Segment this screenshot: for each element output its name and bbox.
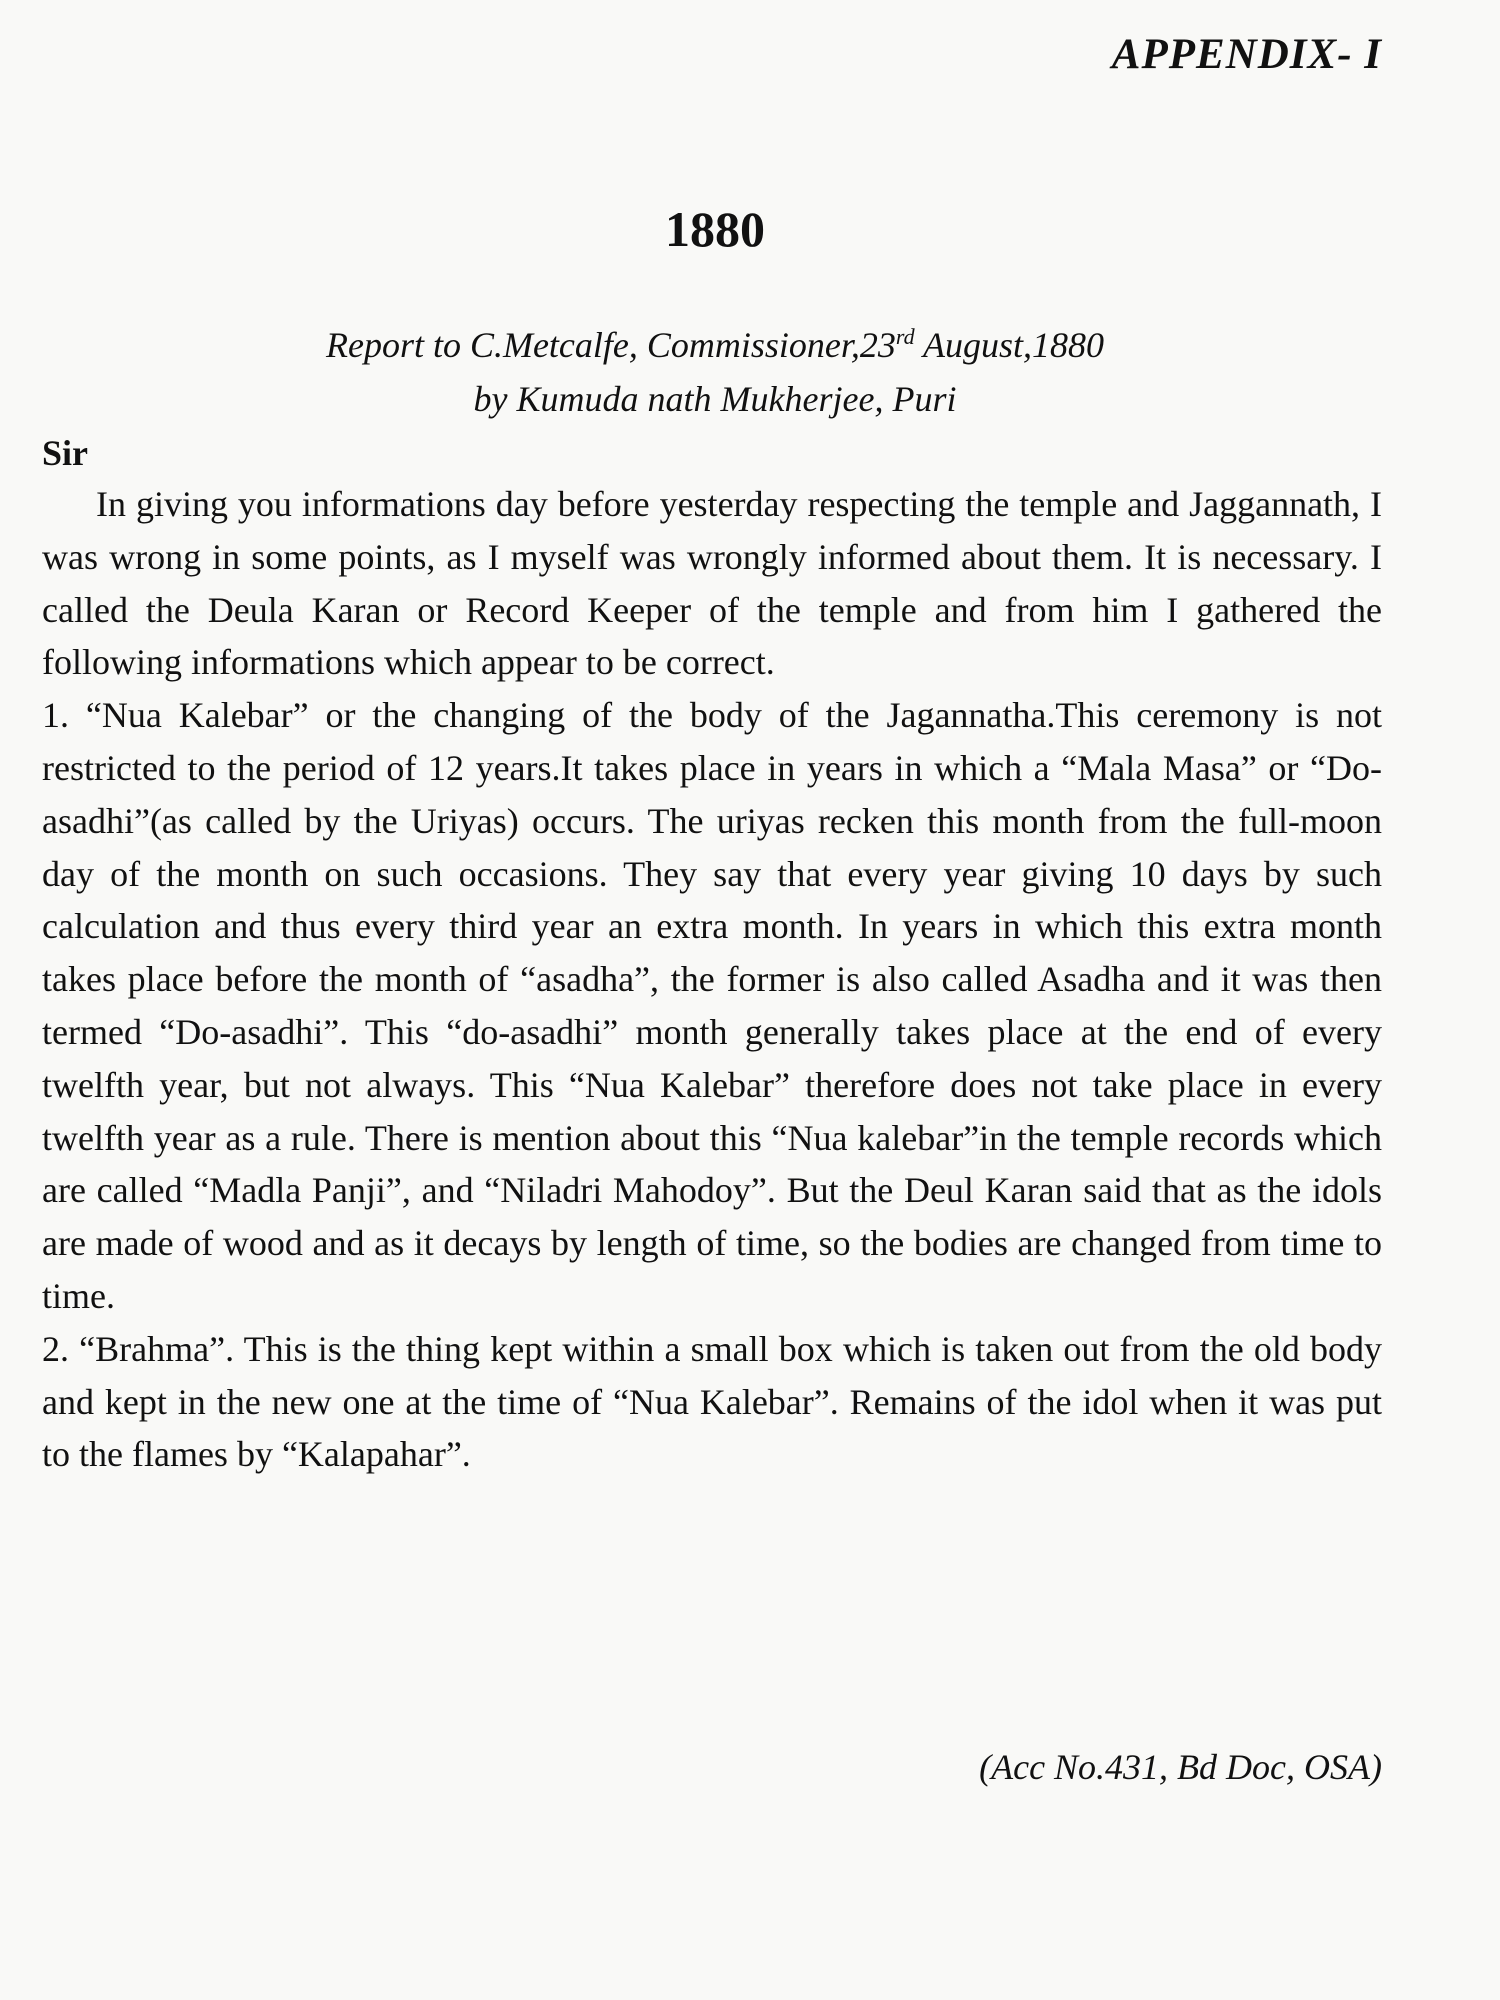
letter-body <box>42 478 1382 1481</box>
report-line-1-main: Report to C.Metcalfe, Commissioner,23 <box>325 325 896 365</box>
paragraph-brahma: 2. “Brahma”. This is the thing kept within a small box which is taken out from the old body and kept in the new one at the time of “Nua Kalebar”. Remains of the idol when it was put to the flames by “Kalapahar”. <box>42 1328 1382 1475</box>
salutation: Sir <box>42 433 89 473</box>
source-citation: (Acc No.431, Bd Doc, OSA) <box>979 1747 1382 1787</box>
report-date-suffix: rd <box>895 324 915 349</box>
report-line-1-date: August,1880 <box>914 325 1105 365</box>
paragraph-intro: In giving you informations day before yesterday respecting the temple and Jaggannath, I was wrong in some points, as I myself was wrongly informed about them. It is necessary. I called the Deula Karan or Record Keeper of the temple and from him I gathered the following informations which appear to be correct. <box>42 484 1382 683</box>
appendix-label: APPENDIX- I <box>1111 31 1382 78</box>
report-heading <box>0 318 1430 426</box>
report-line-2: by Kumuda nath Mukherjee, Puri <box>473 379 957 419</box>
report-line-1 <box>0 318 1430 372</box>
document-year-heading: 1880 <box>665 201 765 257</box>
paragraph-nua-kalebar: 1. “Nua Kalebar” or the changing of the body of the Jagannatha.This ceremony is not restricted to the period of 12 years.It takes place in years in which a “Mala Masa” or “Do-asadhi”(as called by the Uriyas) occurs. The uriyas recken this month from the full-moon day of the month on such occasions. They say that every year giving 10 days by such calculation and thus every third year an extra month. In years in which this extra month takes place before the month of “asadha”, the former is also called Asadha and it was then termed “Do-asadhi”. This “do-asadhi” month generally takes place at the end of every twelfth year, but not always. This “Nua Kalebar” therefore does not take place in every twelfth year as a rule. There is mention about this “Nua kalebar”in the temple records which are called “Madla Panji”, and “Niladri Mahodoy”. But the Deul Karan said that as the idols are made of wood and as it decays by length of time, so the bodies are changed from time to time. <box>42 695 1382 1316</box>
